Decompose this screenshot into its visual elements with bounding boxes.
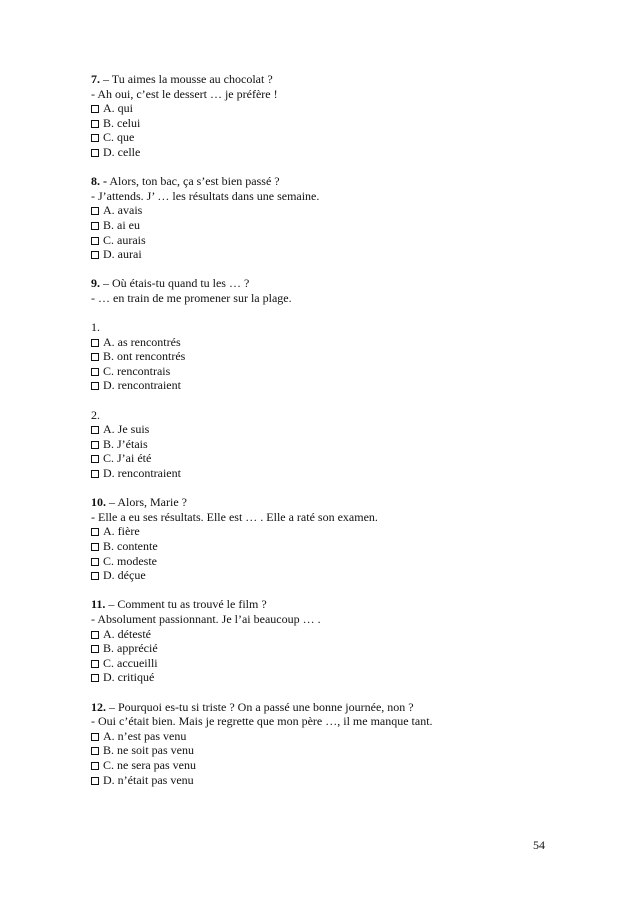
question-10 [91,495,561,583]
option-label: D. déçue [103,568,146,583]
checkbox-icon[interactable] [91,572,99,580]
question-text: – Comment tu as trouvé le film ? [105,597,267,612]
question-number: 8. - [91,174,107,189]
checkbox-icon[interactable] [91,762,99,770]
spacer [91,262,561,277]
checkbox-icon[interactable] [91,353,99,361]
question-prompt [91,276,561,291]
option-label: A. n’est pas venu [103,728,187,743]
option-label: A. qui [103,101,133,116]
option-label: A. avais [103,203,143,218]
option-label: B. celui [103,115,141,130]
question-number: 7. [91,72,100,86]
option-b[interactable] [91,116,561,131]
option-label: C. rencontrais [103,363,171,378]
option-a[interactable] [91,422,561,437]
checkbox-icon[interactable] [91,222,99,230]
question-11 [91,597,561,685]
option-label: D. aurai [103,247,142,262]
document-body [91,72,561,787]
option-label: C. accueilli [103,655,158,670]
option-label: B. apprécié [103,641,158,656]
option-d[interactable] [91,378,561,393]
option-a[interactable] [91,524,561,539]
spacer [91,685,561,700]
option-b[interactable] [91,218,561,233]
question-prompt [91,597,561,612]
question-text: – Alors, Marie ? [106,495,187,510]
option-label: D. n’était pas venu [103,772,194,787]
option-b[interactable] [91,349,561,364]
checkbox-icon[interactable] [91,105,99,113]
question-number: 12. [91,699,106,714]
spacer [91,583,561,598]
checkbox-icon[interactable] [91,134,99,142]
question-reply: - … en train de me promener sur la plage. [91,290,292,305]
checkbox-icon[interactable] [91,777,99,785]
question-number: 11. [91,597,106,612]
checkbox-icon[interactable] [91,674,99,682]
checkbox-icon[interactable] [91,426,99,434]
checkbox-icon[interactable] [91,747,99,755]
spacer [91,306,561,321]
question-number: 10. [91,495,106,510]
checkbox-icon[interactable] [91,543,99,551]
option-c[interactable] [91,233,561,248]
option-label: B. ne soit pas venu [103,743,194,758]
option-label: C. aurais [103,232,146,247]
option-label: B. ont rencontrés [103,349,186,364]
checkbox-icon[interactable] [91,120,99,128]
checkbox-icon[interactable] [91,382,99,390]
option-label: C. J’ai été [103,451,152,466]
checkbox-icon[interactable] [91,207,99,215]
question-reply: - J’attends. J’ … les résultats dans une semaine. [91,188,320,203]
option-label: C. que [103,130,135,145]
checkbox-icon[interactable] [91,631,99,639]
option-b[interactable] [91,641,561,656]
checkbox-icon[interactable] [91,455,99,463]
option-c[interactable] [91,364,561,379]
checkbox-icon[interactable] [91,660,99,668]
option-c[interactable] [91,451,561,466]
option-label: C. ne sera pas venu [103,757,196,772]
checkbox-icon[interactable] [91,441,99,449]
option-d[interactable] [91,247,561,262]
option-b[interactable] [91,539,561,554]
sub-question-label: 1. [91,320,100,335]
question-prompt [91,495,561,510]
option-d[interactable] [91,670,561,685]
option-d[interactable] [91,466,561,481]
checkbox-icon[interactable] [91,528,99,536]
question-text: – Tu aimes la mousse au chocolat ? [100,72,273,86]
question-7 [91,72,561,160]
page-number: 54 [533,838,545,852]
option-c[interactable] [91,130,561,145]
option-b[interactable] [91,437,561,452]
checkbox-icon[interactable] [91,237,99,245]
sub-question-label: 2. [91,407,100,422]
option-a[interactable] [91,335,561,350]
option-label: D. rencontraient [103,466,181,481]
option-d[interactable] [91,568,561,583]
option-label: A. Je suis [103,422,150,437]
checkbox-icon[interactable] [91,251,99,259]
question-9 [91,276,561,480]
option-label: A. détesté [103,626,151,641]
option-a[interactable] [91,101,561,116]
question-8 [91,174,561,262]
option-label: B. ai eu [103,217,140,232]
spacer [91,481,561,496]
option-label: C. modeste [103,553,157,568]
question-reply: - Ah oui, c’est le dessert … je préfère ! [91,86,278,101]
question-reply: - Elle a eu ses résultats. Elle est … . Elle a raté son examen. [91,509,378,524]
option-label: D. rencontraient [103,378,181,393]
spacer [91,160,561,175]
option-b[interactable] [91,743,561,758]
question-prompt [91,700,561,715]
checkbox-icon[interactable] [91,645,99,653]
option-label: D. celle [103,144,141,159]
option-c[interactable] [91,758,561,773]
checkbox-icon[interactable] [91,733,99,741]
question-12 [91,700,561,788]
option-a[interactable] [91,729,561,744]
spacer [91,393,561,408]
option-c[interactable] [91,656,561,671]
checkbox-icon[interactable] [91,149,99,157]
question-number: 9. [91,276,100,291]
checkbox-icon[interactable] [91,339,99,347]
option-label: A. fière [103,524,140,539]
option-label: B. contente [103,539,158,553]
question-text: – Où étais-tu quand tu les … ? [100,276,250,291]
question-text: – Pourquoi es-tu si triste ? On a passé une bonne journée, non ? [106,699,414,714]
checkbox-icon[interactable] [91,558,99,566]
option-d[interactable] [91,145,561,160]
question-prompt [91,174,561,189]
checkbox-icon[interactable] [91,470,99,478]
question-reply: - Absolument passionnant. Je l’ai beaucoup … . [91,611,321,626]
question-text: Alors, ton bac, ça s’est bien passé ? [107,174,280,189]
option-label: B. J’étais [103,436,148,451]
option-label: D. critiqué [103,670,155,685]
option-label: A. as rencontrés [103,334,181,349]
option-d[interactable] [91,773,561,788]
question-prompt [91,72,561,87]
checkbox-icon[interactable] [91,368,99,376]
question-reply: - Oui c’était bien. Mais je regrette que mon père …, il me manque tant. [91,714,433,729]
option-a[interactable] [91,627,561,642]
option-a[interactable] [91,203,561,218]
option-c[interactable] [91,554,561,569]
